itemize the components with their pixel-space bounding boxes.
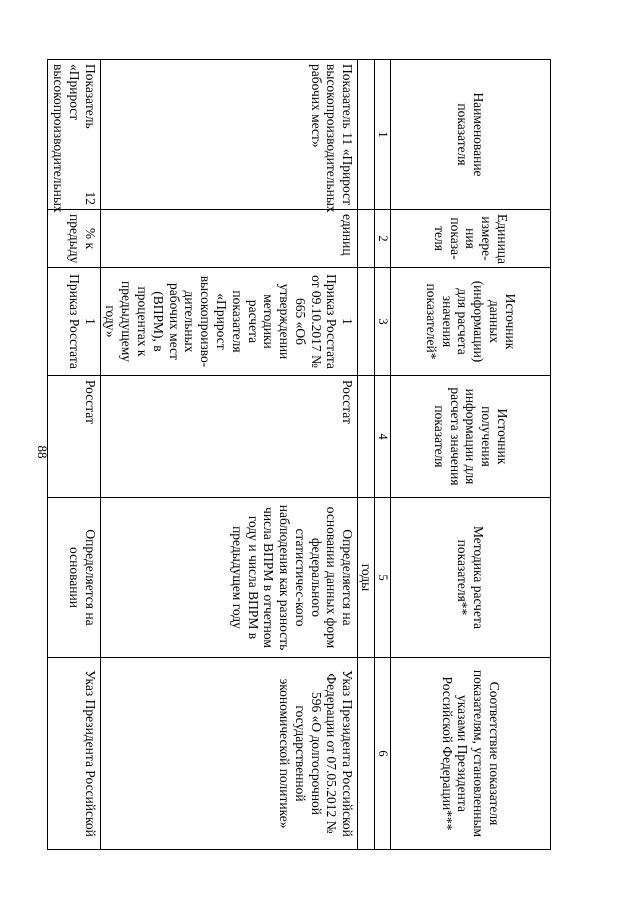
section-row — [358, 60, 375, 850]
column-number: 5 — [375, 498, 391, 658]
header-decree-compliance: Соответствие показателя показателям, установленным указами Президента Российской Федерации*** — [391, 658, 551, 850]
table-row — [48, 60, 100, 850]
info-source: Росстат — [48, 376, 100, 498]
calculation-method: Определяется на основании данных форм федерального статистичес-кого наблюдения как разность числа ВПРМ в отчетном году и числа ВПРМ в предыдущем году — [100, 498, 358, 658]
section-cell — [358, 210, 375, 268]
column-number: 3 — [375, 268, 391, 376]
data-source-text: Приказ Росстата — [66, 274, 82, 369]
column-number: 4 — [375, 376, 391, 498]
data-source-number: 1 — [82, 318, 98, 325]
indicator-unit: % к предыду — [48, 210, 100, 268]
data-source-cell — [100, 268, 358, 376]
column-number: 2 — [375, 210, 391, 268]
header-data-source: Источник данных (информации) для расчета значения показателей* — [391, 268, 551, 376]
section-cell — [358, 376, 375, 498]
header-method: Методика расчета показателя** — [391, 498, 551, 658]
indicator-unit: единиц — [100, 210, 358, 268]
indicator-name: Показатель 11 «Прирост высокопроизводительных рабочих мест» — [100, 60, 358, 210]
decree-compliance: Указ Президента Российской — [48, 658, 100, 850]
header-indicator-name: Наименование показателя — [391, 60, 551, 210]
header-info-source: Источник получения информации для расчета значения показателя — [391, 376, 551, 498]
section-cell — [358, 60, 375, 210]
column-number: 6 — [375, 658, 391, 850]
section-label: годы — [358, 498, 375, 658]
column-number: 1 — [375, 60, 391, 210]
indicator-name: Показатель 12 «Прирост высокопроизводительных — [48, 60, 100, 210]
header-unit: Единица измере-ния показа-теля — [391, 210, 551, 268]
table-row — [100, 60, 358, 850]
section-cell — [358, 658, 375, 850]
decree-compliance: Указ Президента Российской Федерации от 07.05.2012 № 596 «О долгосрочной государственной экономической политике» — [100, 658, 358, 850]
page-number: 88 — [35, 445, 50, 459]
section-cell — [358, 268, 375, 376]
data-source-number: 1 — [340, 318, 356, 325]
calculation-method: Определяется на основании — [48, 498, 100, 658]
data-source-cell — [48, 268, 100, 376]
info-source: Росстат — [100, 376, 358, 498]
header-row — [391, 60, 551, 850]
indicator-table — [51, 59, 551, 849]
data-source-text: Приказ Росстата от 09.10.2017 № 665 «Об утверждении методики расчета показателя «Прирост высокопроизво-дительных рабочих мест (ВПРМ), в процентах к предыдущему году» — [103, 274, 340, 369]
column-number-row — [375, 60, 391, 850]
